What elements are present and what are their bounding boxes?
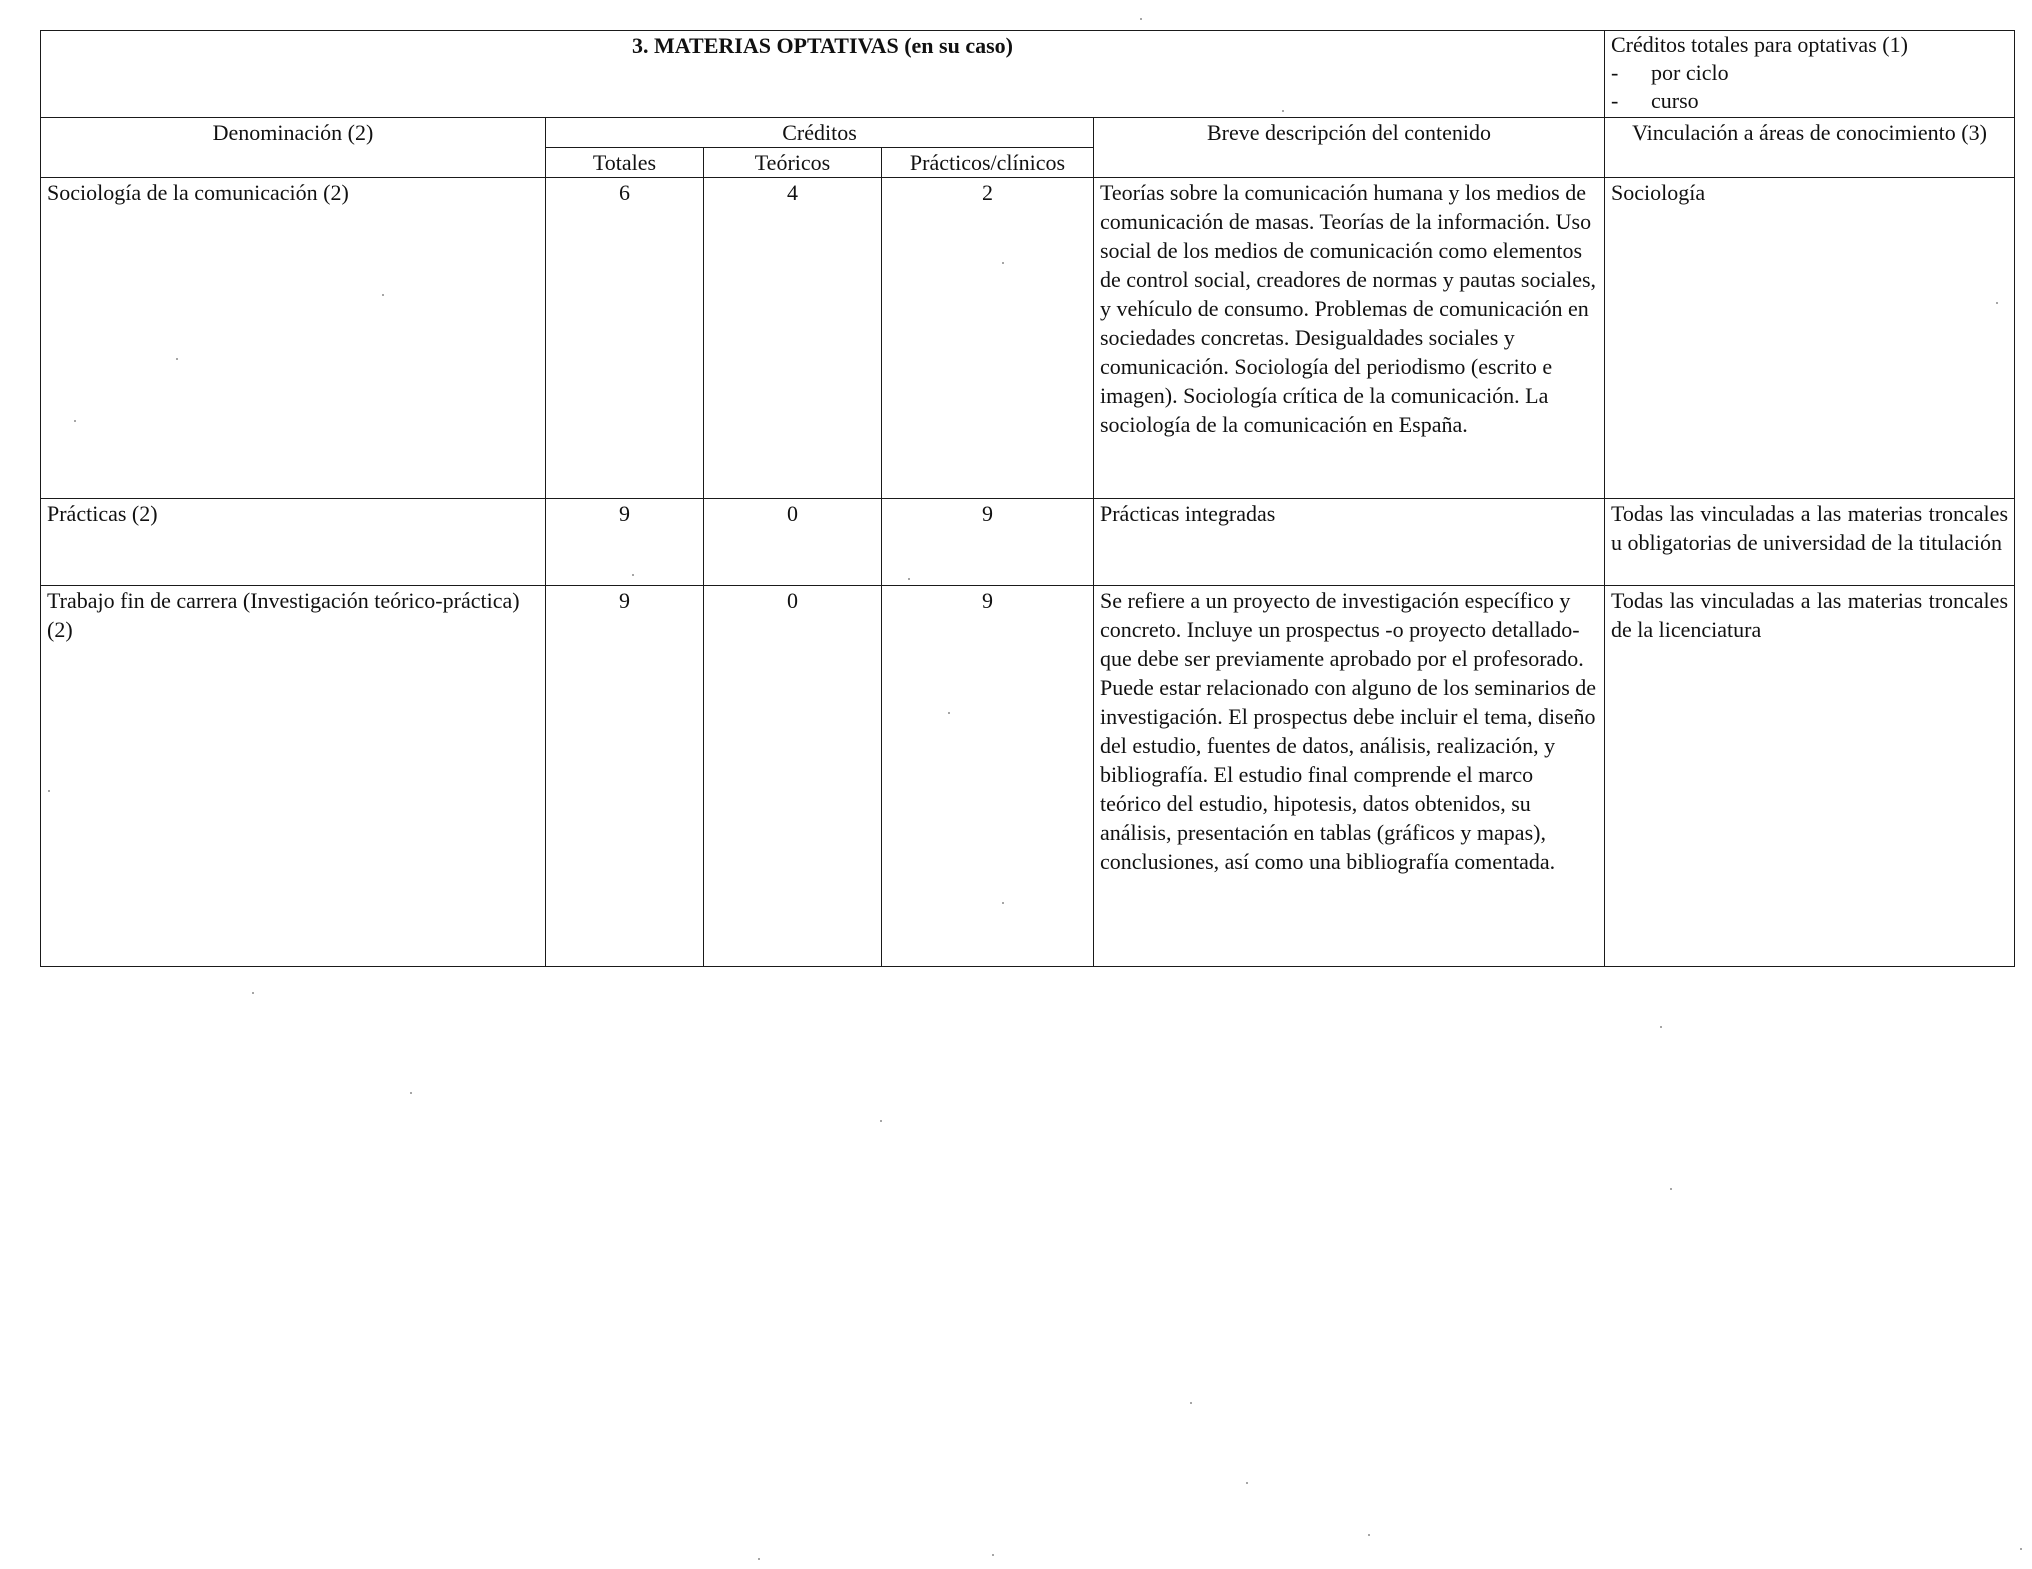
scan-speck	[1282, 110, 1284, 112]
cell-denominacion: Sociología de la comunicación (2)	[41, 178, 546, 499]
scan-speck	[252, 992, 254, 994]
header-vinculacion: Vinculación a áreas de conocimiento (3)	[1605, 118, 2015, 178]
header-totales: Totales	[546, 148, 704, 178]
scan-speck	[880, 1120, 882, 1122]
materias-optativas-table	[40, 30, 2015, 967]
credits-summary-heading: Créditos totales para optativas (1)	[1611, 32, 1908, 57]
scan-speck	[1996, 302, 1998, 304]
header-descripcion: Breve descripción del contenido	[1094, 118, 1605, 178]
header-row	[41, 118, 2015, 148]
cell-denominacion: Trabajo fin de carrera (Investigación teórico-práctica) (2)	[41, 586, 546, 967]
header-creditos: Créditos	[546, 118, 1094, 148]
cell-totales: 9	[546, 586, 704, 967]
scan-speck	[1002, 902, 1004, 904]
cell-vinculacion: Sociología	[1605, 178, 2015, 499]
scan-speck	[74, 420, 76, 422]
table-title: 3. MATERIAS OPTATIVAS (en su caso)	[41, 31, 1605, 118]
scan-speck	[1660, 1026, 1662, 1028]
cell-totales: 9	[546, 499, 704, 586]
table-row	[41, 499, 2015, 586]
title-row	[41, 31, 2015, 118]
cell-vinculacion: Todas las vinculadas a las materias troncales u obligatorias de universidad de la titulación	[1605, 499, 2015, 586]
cell-practicos: 9	[882, 499, 1094, 586]
table-row	[41, 178, 2015, 499]
credits-summary-item: - por ciclo	[1611, 60, 1729, 85]
cell-teoricos: 4	[704, 178, 882, 499]
header-teoricos: Teóricos	[704, 148, 882, 178]
scan-speck	[176, 358, 178, 360]
scan-speck	[1670, 1188, 1672, 1190]
credits-summary-item: - curso	[1611, 88, 1699, 113]
scan-speck	[948, 712, 950, 714]
cell-descripcion: Teorías sobre la comunicación humana y los medios de comunicación de masas. Teorías de la información. Uso social de los medios de comunicación como elementos de control social, creadores de normas y pautas sociales, y vehículo de consumo. Problemas de comunicación en sociedades concretas. Desigualdades sociales y comunicación. Sociología del periodismo (escrito e imagen). Sociología crítica de la comunicación. La sociología de la comunicación en España.	[1094, 178, 1605, 499]
credits-summary	[1605, 31, 2015, 118]
cell-vinculacion: Todas las vinculadas a las materias troncales de la licenciatura	[1605, 586, 2015, 967]
scan-speck	[48, 790, 50, 792]
header-practicos: Prácticos/clínicos	[882, 148, 1094, 178]
cell-teoricos: 0	[704, 586, 882, 967]
scan-speck	[992, 1554, 994, 1556]
scan-speck	[2020, 1548, 2022, 1550]
cell-practicos: 9	[882, 586, 1094, 967]
scan-speck	[1002, 262, 1004, 264]
table-row	[41, 586, 2015, 967]
scan-speck	[758, 1558, 760, 1560]
cell-descripcion: Prácticas integradas	[1094, 499, 1605, 586]
scan-speck	[382, 294, 384, 296]
cell-totales: 6	[546, 178, 704, 499]
scan-speck	[410, 1092, 412, 1094]
scan-speck	[908, 578, 910, 580]
scan-speck	[632, 574, 634, 576]
scan-speck	[1140, 18, 1142, 20]
cell-teoricos: 0	[704, 499, 882, 586]
scan-speck	[1368, 1534, 1370, 1536]
scan-speck	[1190, 1402, 1192, 1404]
header-denominacion: Denominación (2)	[41, 118, 546, 178]
cell-practicos: 2	[882, 178, 1094, 499]
scan-speck	[1246, 1482, 1248, 1484]
cell-descripcion: Se refiere a un proyecto de investigación específico y concreto. Incluye un prospectus -o proyecto detallado- que debe ser previamente aprobado por el profesorado. Puede estar relacionado con alguno de los seminarios de investigación. El prospectus debe incluir el tema, diseño del estudio, fuentes de datos, análisis, realización, y bibliografía. El estudio final comprende el marco teórico del estudio, hipotesis, datos obtenidos, su análisis, presentación en tablas (gráficos y mapas), conclusiones, así como una bibliografía comentada.	[1094, 586, 1605, 967]
cell-denominacion: Prácticas (2)	[41, 499, 546, 586]
